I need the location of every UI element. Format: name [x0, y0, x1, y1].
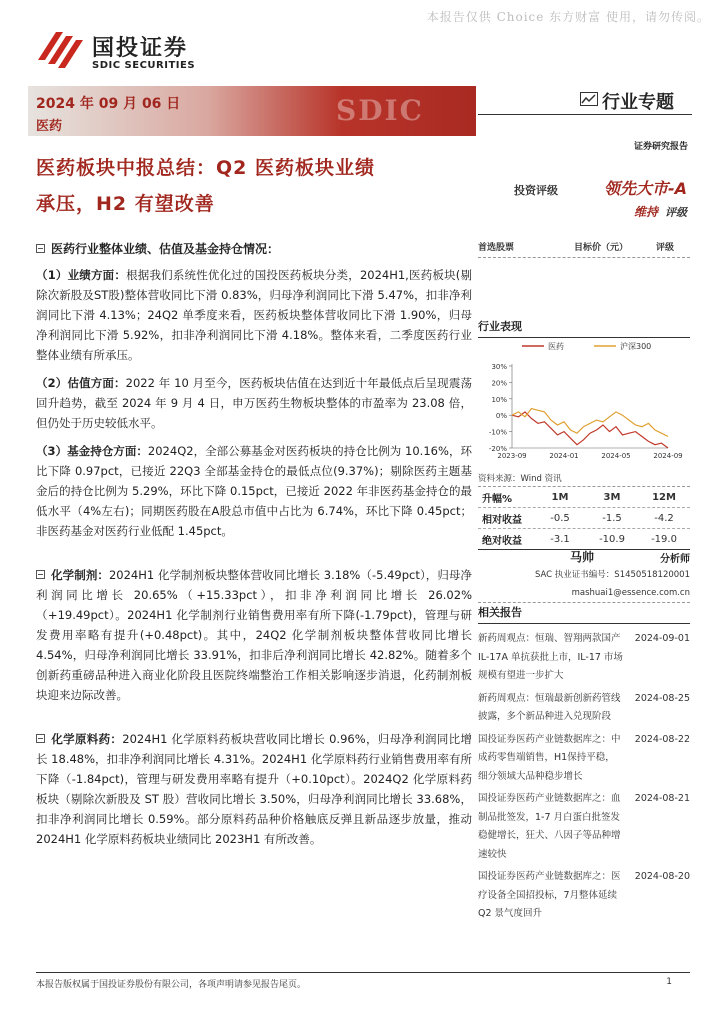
banner-mark: SDIC — [336, 94, 424, 127]
table-header-cell: 12M — [652, 491, 676, 503]
related-report-item[interactable] — [478, 790, 690, 864]
related-report-date: 2024-08-22 — [634, 733, 690, 745]
table-cell: -10.9 — [599, 533, 625, 545]
analyst-email[interactable]: mashuai1@essence.com.cn — [571, 588, 690, 598]
row-label: 相对收益 — [482, 514, 522, 526]
trend-chart-icon — [580, 92, 598, 106]
paragraph-heading: 化学原料药： — [51, 732, 123, 746]
divider — [478, 114, 692, 115]
y-tick-label: -10% — [488, 428, 507, 437]
y-tick-label: 10% — [491, 395, 507, 404]
table-row — [478, 529, 690, 550]
brand-logo — [36, 30, 236, 72]
analyst-name: 马帅 — [570, 550, 595, 564]
related-title: 相关报告 — [478, 604, 690, 624]
logo-stripes-icon — [36, 30, 86, 70]
performance-chart-svg — [478, 336, 690, 466]
report-date: 2024 年 09 月 06 日 — [36, 96, 181, 112]
summary-heading — [36, 240, 472, 257]
picks-col-target: 目标价（元） — [574, 243, 629, 253]
picks-col-rating: 评级 — [656, 243, 675, 253]
top-picks — [478, 240, 690, 258]
related-report-title[interactable]: 国投证券医药产业链数据库之：中成药零售端销售，H1保持平稳，细分领域大品种稳步增长 — [478, 733, 621, 782]
related-reports — [478, 604, 690, 928]
y-tick-label: -20% — [488, 445, 507, 453]
bullet-box-icon — [36, 244, 45, 253]
analyst-role: 分析师 — [660, 554, 690, 565]
main-content — [36, 240, 472, 857]
table-header-row — [478, 487, 690, 508]
performance-table — [478, 487, 690, 550]
x-tick-label: 2024-01 — [549, 452, 579, 460]
y-tick-label: 30% — [491, 363, 507, 371]
table-cell: -0.5 — [550, 512, 570, 524]
related-report-date: 2024-08-25 — [634, 692, 690, 704]
rating-value: 领先大市-A — [604, 179, 688, 198]
table-cell: -1.5 — [602, 512, 622, 524]
related-report-item[interactable] — [478, 731, 690, 787]
x-tick-label: 2023-09 — [497, 452, 527, 460]
rating-label: 投资评级 — [514, 184, 558, 197]
table-header-cell: 1M — [551, 491, 569, 503]
table-header-cell: 3M — [603, 491, 621, 503]
related-report-title[interactable]: 新药周观点：恒瑞、智翔两款国产 IL-17A 单抗获批上市，IL-17 市场规模有望进一步扩大 — [478, 633, 623, 681]
y-tick-label: 0% — [495, 412, 507, 421]
report-subtype: 证券研究报告 — [633, 142, 688, 152]
page-number: 1 — [666, 977, 672, 987]
title-line-1: 医药板块中报总结：Q2 医药板块业绩 — [36, 157, 375, 179]
related-report-title[interactable]: 新药周观点：恒瑞最新创新药管线披露，多个新品种进入兑现阶段 — [478, 692, 621, 722]
series-line-pharma — [512, 412, 668, 448]
related-report-date: 2024-09-01 — [634, 633, 690, 644]
performance-chart — [478, 336, 690, 466]
related-report-item[interactable] — [478, 690, 690, 727]
performance-title: 行业表现 — [478, 318, 690, 338]
date-banner — [28, 86, 476, 136]
brand-name-cn: 国投证券 — [92, 36, 189, 61]
watermark: 本报告仅供 Choice 东方财富 使用，请勿传阅。 — [426, 10, 710, 24]
rating-hold-suffix: 评级 — [665, 206, 687, 219]
related-report-title[interactable]: 国投证券医药产业链数据库之：医疗设备全国招投标，7月整体延续 Q2 景气度回升 — [478, 871, 621, 919]
paragraph-heading: 化学制剂： — [51, 568, 109, 582]
paragraph-text: 2024H1 化学原料药板块营收同比增长 0.96%，归母净利润同比增长 18.48%，扣非净利润同比增长 4.31%。2024H1 化学原料药行业销售费用率有所下降（-1.84pct)，管理与研发费用率略有提升（+0.10pct）。2024Q2 化学原料药板块（剔除次新股及 ST 股）营收同比增长 3.50%，归母净利润同比增长 33.68%，扣非净利润同比增长 0.59%。部分原料药品种价格触底反弹且新品逐步放量，推动 2024H1 化学原料药板块业绩同比 2023H1 有所改善。 — [36, 732, 473, 846]
table-cell: -3.1 — [550, 533, 570, 545]
report-sector: 医药 — [36, 119, 63, 134]
legend-label: 医药 — [548, 342, 564, 351]
title-line-2: 承压，H2 有望改善 — [36, 193, 215, 215]
paragraph-heading: （3）基金持仓方面： — [36, 444, 148, 458]
table-cell: -19.0 — [651, 533, 677, 545]
x-tick-label: 2024-05 — [601, 452, 631, 460]
paragraph-text: 根据我们系统性优化过的国投医药板块分类，2024H1,医药板块(剔除次新股及ST股)整体营收同比下滑 0.83%，归母净利润同比下滑 5.47%，扣非净利润同比下滑 4.13%；24Q2 单季度来看，医药板块整体营收同比下滑 1.90%，归母净利润同比下滑 5.92%，扣非净利润同比下滑 4.18%。整体来看，二季度医药行业整体业绩有所承压。 — [36, 268, 472, 362]
related-report-item[interactable] — [478, 868, 690, 924]
picks-col-stock: 首选股票 — [478, 243, 515, 253]
report-title — [36, 150, 482, 222]
report-type-label: 行业专题 — [602, 92, 674, 113]
series-line-hs300 — [512, 409, 668, 437]
fund-holding-paragraph — [36, 441, 472, 541]
brand-name-en: SDIC SECURITIES — [92, 60, 196, 71]
x-tick-label: 2024-09 — [653, 452, 683, 460]
rating-hold: 维持 — [634, 205, 659, 219]
footer-divider — [36, 972, 690, 973]
analyst-sac: SAC 执业证书编号：S1450518120001 — [534, 570, 690, 580]
bullet-box-icon — [36, 734, 45, 743]
table-cell: -4.2 — [654, 512, 674, 524]
paragraph-heading: （2）估值方面： — [36, 376, 126, 390]
summary-heading-text: 医药行业整体业绩、估值及基金持仓情况： — [51, 242, 280, 256]
table-row — [478, 508, 690, 529]
bullet-box-icon — [36, 570, 45, 579]
y-tick-label: 20% — [491, 379, 507, 388]
chemical-preparation-paragraph — [36, 565, 472, 705]
related-report-date: 2024-08-20 — [634, 871, 690, 882]
paragraph-heading: （1）业绩方面： — [36, 268, 127, 282]
api-paragraph — [36, 729, 472, 849]
row-label: 绝对收益 — [482, 535, 522, 547]
paragraph-text: 2024Q2，全部公募基金对医药板块的持仓比例为 10.16%，环比下降 0.97pct，已接近 22Q3 全部基金持仓的最低点位(9.37%)；剔除医药主题基金后的持仓比例为 5.29%，环比下降 0.15pct，已接近 2022 年非医药基金持仓的最低水平（4%左右)；同期医药股在A股总市值中占比为 6.74%，环比下降 0.45pct；非医药基金对医药行业低配 1.45pct。 — [36, 444, 472, 538]
performance-paragraph — [36, 265, 472, 365]
table-header-cell: 升幅% — [482, 493, 513, 505]
related-report-item[interactable] — [478, 630, 690, 686]
paragraph-text: 2022 年 10 月至今，医药板块估值在达到近十年最低点后呈现震荡回升趋势，截至 2024 年 9 月 4 日，申万医药生物板块整体的市盈率为 23.08 倍，但仍处于历史较低水平。 — [36, 376, 472, 430]
related-report-date: 2024-08-21 — [634, 793, 690, 804]
chart-source: 资料来源：Wind 资讯 — [478, 472, 690, 487]
legend-label: 沪深300 — [620, 342, 652, 351]
related-report-title[interactable]: 国投证券医药产业链数据库之：血制品批签发，1-7 月白蛋白批签发稳健增长，狂犬、八因子等品种增速较快 — [478, 793, 621, 860]
paragraph-text: 2024H1 化学制剂板块整体营收同比增长 3.18%（-5.49pct），归母净利润同比增长 20.65%（+15.33pct），扣非净利润同比增长 26.02%（+19.49pct）。2024H1 化学制剂行业销售费用率有所下降(-1.79pct)，管理与研发费用率略有提升(+0.48pct)。其中，24Q2 化学制剂板块整体营收同比增长 4.54%，归母净利润同比增长 33.91%，扣非后净利润同比增长 42.82%。随着多个创新药重磅品种进入商业化阶段且医院终端整治工作相关影响逐步消退，化药制剂板块迎来边际改善。 — [36, 568, 473, 702]
valuation-paragraph — [36, 373, 472, 433]
footer-disclaimer: 本报告版权属于国投证券股份有限公司，各项声明请参见报告尾页。 — [36, 980, 307, 990]
investment-rating — [510, 176, 690, 222]
